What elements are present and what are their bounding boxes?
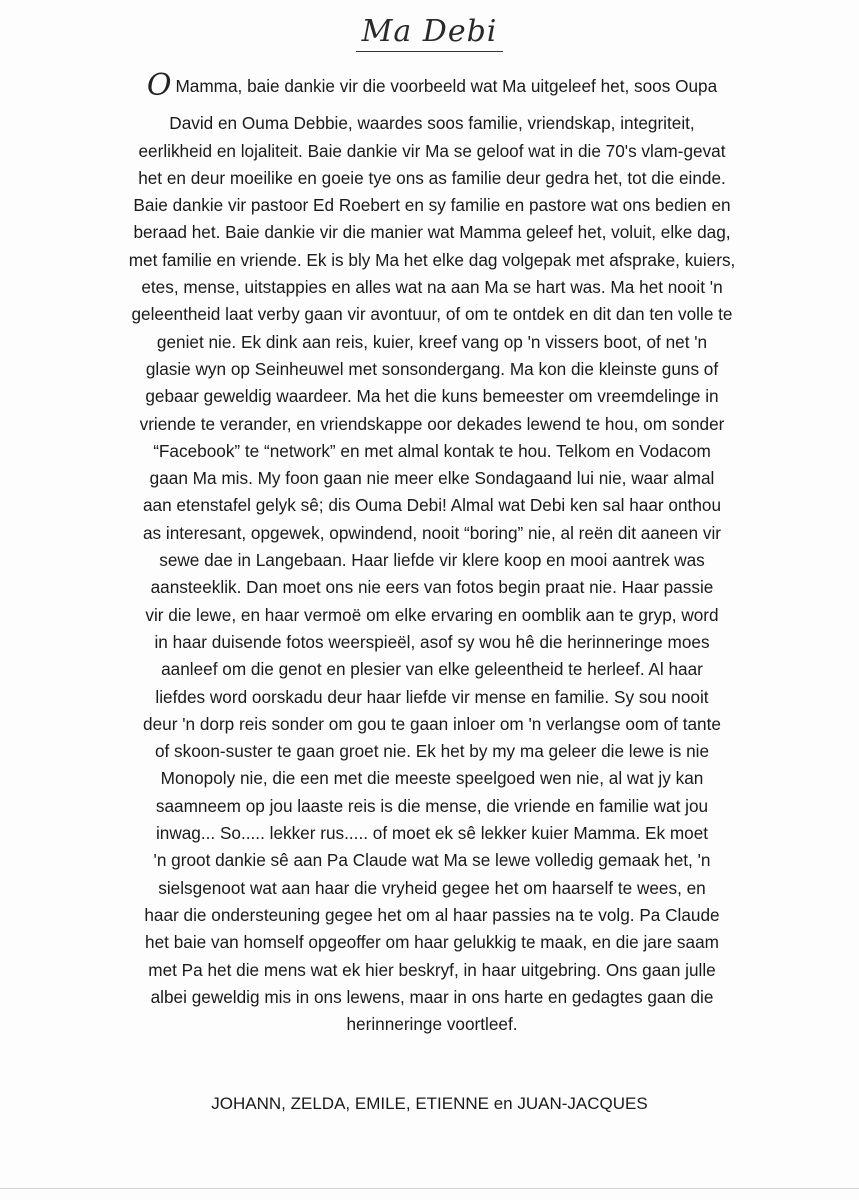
text-line: eerlikheid en lojaliteit. Baie dankie vir Ma se geloof wat in die 70's vlam-gevat [138,140,726,161]
text-line: in haar duisende fotos weerspieël, asof sy wou hê die herinneringe moes [154,631,710,652]
text-line: vriende te verander, en vriendskappe oor dekades lewend te hou, om sonder [139,413,725,434]
text-line: sielsgenoot wat aan haar die vryheid gegee het om haarself te wees, en [158,877,706,898]
drop-cap: O [146,68,172,103]
text-line: met Pa het die mens wat ek hier beskryf, in haar uitgebring. Ons gaan julle [148,959,716,980]
text-line: het baie van homself opgeoffer om haar gelukkig te maak, en die jare saam [145,932,719,953]
text-line: aan etenstafel gelyk sê; dis Ouma Debi! Almal wat Debi ken sal haar onthou [142,495,721,516]
page-title [0,14,859,52]
text-line: glasie wyn op Seinheuwel met sonsondergang. Ma kon die kleinste guns of [145,358,719,379]
text-line: as interesant, opgewek, opwindend, nooit “boring” nie, al reën dit aaneen vir [142,522,722,543]
text-line: geleentheid laat verby gaan vir avontuur, of om te ontdek en dit dan ten volle te [131,304,733,325]
title-text: Ma Debi [356,15,504,52]
text-line: liefdes word oorskadu deur haar liefde vir mense en familie. Sy sou nooit [155,686,709,707]
text-line: het en deur moeilike en goeie tye ons as familie deur gedra het, tot die einde. [138,167,726,188]
text-line: aanleef om die genot en plesier van elke geleentheid te herleef. Al haar [161,659,703,680]
signature: JOHANN, ZELDA, EMILE, ETIENNE en JUAN-JACQUES [211,1094,648,1113]
text-line: gebaar geweldig waardeer. Ma het die kuns bemeester om vreemdelinge in [145,386,719,407]
text-line: 'n groot dankie sê aan Pa Claude wat Ma se lewe volledig gemaak het, 'n [153,850,711,871]
tribute-text [82,68,782,1038]
text-line: Mamma, baie dankie vir die voorbeeld wat Ma uitgeleef het, soos Oupa [175,76,718,96]
text-line: gaan Ma mis. My foon gaan nie meer elke Sondagaand lui nie, waar almal [149,468,715,489]
text-line: Baie dankie vir pastoor Ed Roebert en sy familie en pastore wat ons bedien en [133,195,731,216]
text-line: met familie en vriende. Ek is bly Ma het elke dag volgepak met afsprake, kuiers, [128,249,736,270]
text-line: David en Ouma Debbie, waardes soos familie, vriendskap, integriteit, [169,113,695,134]
bottom-divider [0,1188,859,1189]
text-line: sewe dae in Langebaan. Haar liefde vir klere koop en mooi aantrek was [159,550,705,571]
text-line: aansteeklik. Dan moet ons nie eers van fotos begin praat nie. Haar passie [150,577,714,598]
text-line: of skoon-suster te gaan groet nie. Ek het by my ma geleer die lewe is nie [154,741,710,762]
text-line: haar die ondersteuning gegee het om al haar passies na te volg. Pa Claude [144,904,720,925]
text-line: etes, mense, uitstappies en alles wat na aan Ma se hart was. Ma het nooit 'n [141,277,723,298]
text-line: geniet nie. Ek dink aan reis, kuier, kreef vang op 'n vissers boot, of net 'n [156,331,708,352]
text-line: Monopoly nie, die een met die meeste speelgoed wen nie, al wat jy kan [160,768,704,789]
text-line: saamneem op jou laaste reis is die mense, die vriende en familie wat jou [155,795,709,816]
text-line: deur 'n dorp reis sonder om gou te gaan inloer om 'n verlangse oom of tante [143,713,721,734]
first-line [82,68,782,103]
text-line: inwag... So..... lekker rus..... of moet ek sê lekker kuier Mamma. Ek moet [155,823,709,844]
text-line: herinneringe voortleef. [346,1014,518,1035]
text-line: “Facebook” te “network” en met almal kontak te hou. Telkom en Vodacom [153,440,711,461]
text-line: vir die lewe, en haar vermoë om elke ervaring en oomblik aan te gryp, word [145,604,719,625]
text-line: beraad het. Baie dankie vir die manier wat Mamma geleef het, voluit, elke dag, [133,222,731,243]
text-line: albei geweldig mis in ons lewens, maar in ons harte en gedagtes gaan die [150,986,714,1007]
